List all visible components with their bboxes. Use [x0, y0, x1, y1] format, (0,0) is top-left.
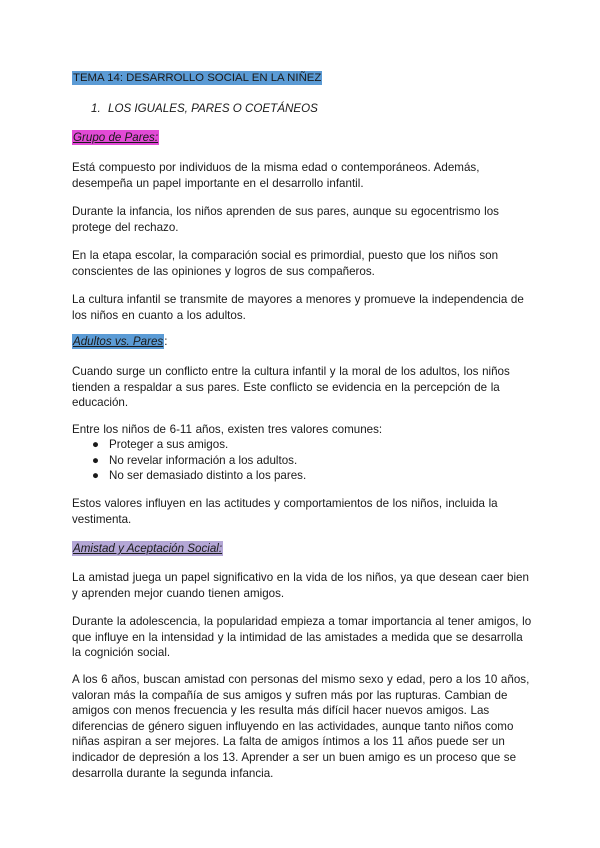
adultos-paragraph-2: Entre los niños de 6-11 años, existen tres valores comunes:	[72, 423, 383, 436]
adultos-heading-text: Adultos vs. Pares	[73, 335, 164, 348]
document-title-text: TEMA 14: DESARROLLO SOCIAL EN LA NIÑEZ	[73, 72, 322, 84]
amistad-heading	[72, 541, 532, 557]
list-item	[72, 453, 532, 469]
adultos-heading-colon: :	[164, 335, 168, 348]
list-item	[72, 468, 532, 484]
list-item	[72, 437, 532, 453]
grupo-paragraph-2: Durante la infancia, los niños aprenden de sus pares, aunque su egocentrismo los protege del rechazo.	[72, 205, 499, 234]
list-item-text: No ser demasiado distinto a los pares.	[109, 469, 307, 483]
bullet-icon: ●	[92, 453, 100, 467]
amistad-heading-text: Amistad y Aceptación Social:	[73, 542, 223, 555]
list-item-text: No revelar información a los adultos.	[109, 453, 298, 467]
adultos-heading	[72, 334, 532, 350]
section-number: 1.	[91, 102, 101, 115]
grupo-paragraph-3: En la etapa escolar, la comparación social es primordial, puesto que los niños son conscientes de las opiniones y logros de sus compañeros.	[72, 249, 499, 278]
section-label: LOS IGUALES, PARES O COETÁNEOS	[108, 102, 318, 115]
adultos-paragraph-3: Estos valores influyen en las actitudes y comportamientos de los niños, incluida la vestimenta.	[72, 497, 498, 526]
grupo-heading	[72, 130, 532, 146]
grupo-paragraph-4: La cultura infantil se transmite de mayores a menores y promueve la independencia de los niños en cuanto a los adultos.	[72, 293, 524, 322]
document-title	[72, 71, 532, 87]
values-list	[72, 437, 532, 484]
bullet-icon: ●	[92, 469, 100, 483]
section-heading-1	[91, 101, 551, 117]
adultos-paragraph-1: Cuando surge un conflicto entre la cultura infantil y la moral de los adultos, los niños tienden a respaldar a sus pares. Este conflicto se evidencia en la percepción de la educación.	[72, 365, 510, 410]
amistad-paragraph-2: Durante la adolescencia, la popularidad empieza a tomar importancia al tener amigos, lo que influye en la intensidad y la intimidad de las amistades a medida que se desarrolla la cognición social.	[72, 615, 532, 660]
bullet-icon: ●	[92, 438, 100, 451]
grupo-paragraph-1: Está compuesto por individuos de la misma edad o contemporáneos. Además, desempeña un papel importante en el desarrollo infantil.	[72, 161, 480, 190]
amistad-paragraph-1: La amistad juega un papel significativo en la vida de los niños, ya que desean caer bien y aprenden mejor cuando tienen amigos.	[72, 571, 529, 600]
amistad-paragraph-3: A los 6 años, buscan amistad con personas del mismo sexo y edad, pero a los 10 años, valoran más la compañía de sus amigos y sufren más por las rupturas. Cambian de amigos con menos frecuencia y les resulta más difícil hacer nuevos amigos. Las diferencias de género siguen influyendo en las actividades, aunque tanto niños como niñas aspiran a ser mejores. La falta de amigos íntimos a los 11 años puede ser un indicador de depresión a los 13. Aprender a ser un buen amigo es un proceso que se desarrolla durante la segunda infancia.	[72, 673, 530, 780]
grupo-heading-text: Grupo de Pares:	[73, 131, 159, 144]
list-item-text: Proteger a sus amigos.	[109, 438, 229, 451]
